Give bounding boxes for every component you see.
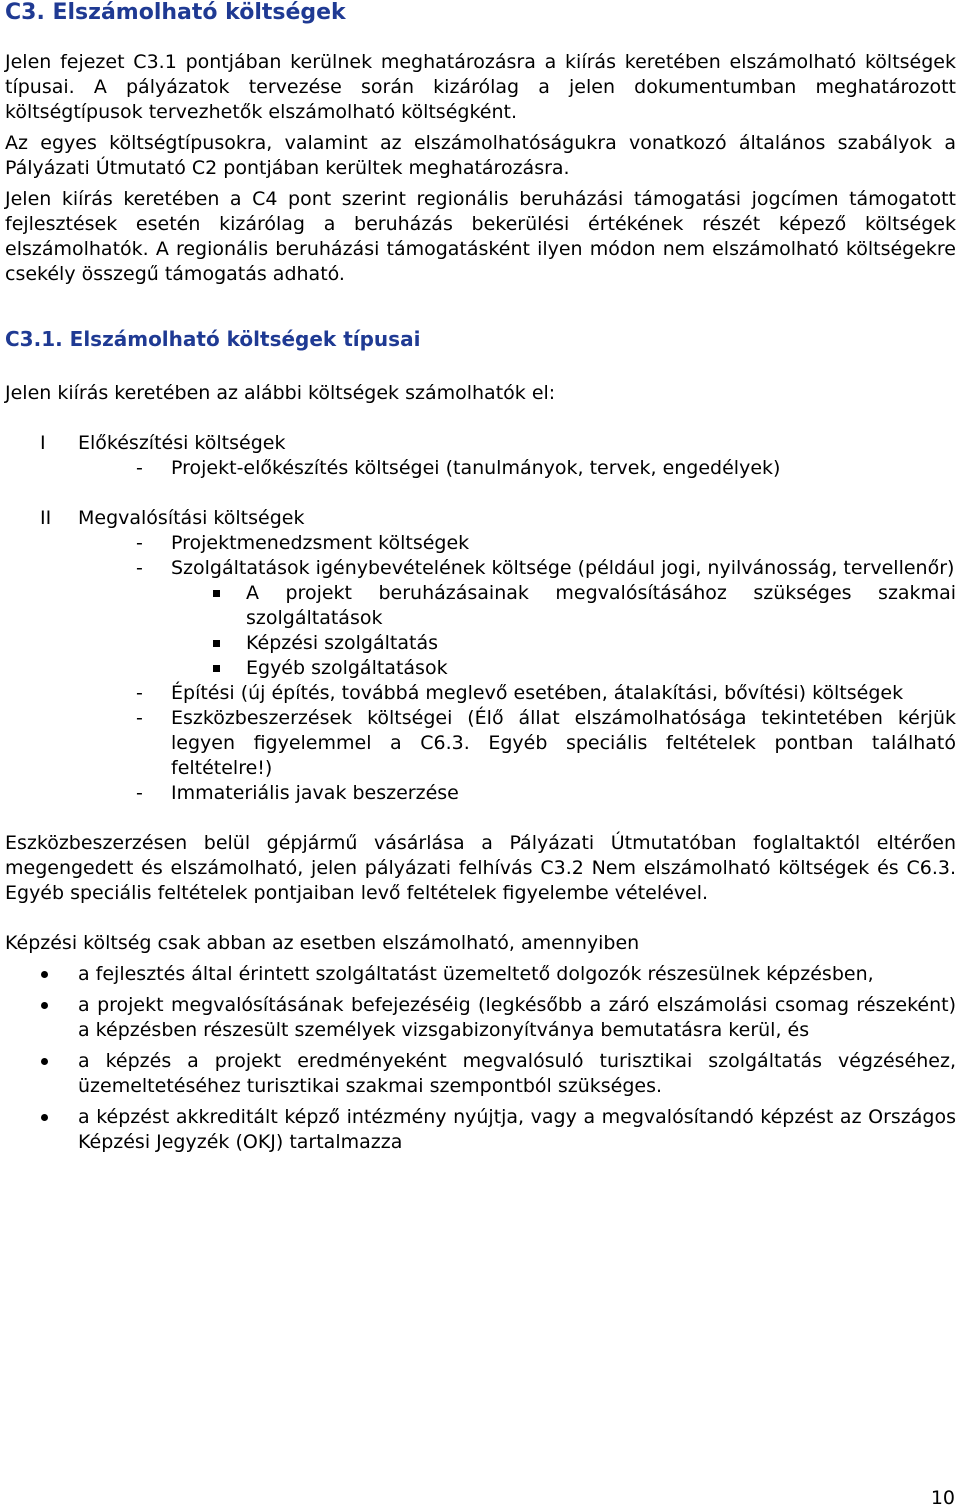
intro-paragraph-2: Az egyes költségtípusokra, valamint az elszámolhatóságukra vonatkozó általános szabályok a Pályázati Útmutató C2 pontjában kerültek meghatározásra. <box>5 132 956 179</box>
sub-list-item <box>5 581 956 631</box>
subsection-heading-c3-1: C3.1. Elszámolható költségek típusai <box>5 327 421 351</box>
training-lead: Képzési költség csak abban az esetben elszámolható, amennyiben <box>5 932 640 954</box>
sub-list-item <box>5 631 956 656</box>
list-item <box>5 456 956 481</box>
section-heading-c3: C3. Elszámolható költségek <box>5 0 346 25</box>
list-item-text: Eszközbeszerzések költségei (Élő állat elszámolhatósága tekintetében kérjük legyen figyelemmel a C6.3. Egyéb speciális feltételek pontban található feltételre!) <box>171 707 956 779</box>
list-item-text: Projektmenedzsment költségek <box>171 532 470 554</box>
intro-paragraph-3: Jelen kiírás keretében a C4 pont szerint regionális beruházási támogatási jogcímen támogatott fejlesztések esetén kizárólag a beruházás bekerülési értékének részét képező költségek elszámolhatók. A regionális beruházási támogatásként ilyen módon nem elszámolható költségekre csekély összegű támogatás adható. <box>5 188 956 285</box>
roman-numeral: II <box>40 507 52 529</box>
sub-list-item <box>5 656 956 681</box>
training-bullet-text: a képzés a projekt eredményeként megvalósuló turisztikai szolgáltatás végzéséhez, üzemeltetéséhez turisztikai szakmai szempontból szükséges. <box>78 1050 956 1097</box>
training-bullet-text: a projekt megvalósításának befejezéséig (legkésőbb a záró elszámolási csomag részeként) a képzésben részesült személyek vizsgabizonyítványa bemutatásra kerül, és <box>78 994 956 1041</box>
square-bullet-icon <box>213 590 220 597</box>
cost-group-implementation <box>5 506 956 531</box>
list-item-text: Építési (új építés, továbbá meglevő esetében, átalakítási, bővítési) költségek <box>171 682 904 704</box>
training-bullet <box>5 1049 956 1099</box>
intro-paragraph-1: Jelen fejezet C3.1 pontjában kerülnek meghatározásra a kiírás keretében elszámolható költségek típusai. A pályázatok tervezése során kizárólag a jelen dokumentumban meghatározott költségtípusok tervezhetők elszámolható költségként. <box>5 51 956 123</box>
document-page <box>5 0 956 1155</box>
round-bullet-icon <box>41 1058 48 1065</box>
list-item <box>5 706 956 781</box>
list-item-text: Immateriális javak beszerzése <box>171 782 459 804</box>
sub-list-item-text: Egyéb szolgáltatások <box>246 657 448 679</box>
round-bullet-icon <box>41 971 48 978</box>
cost-group-preparation <box>5 431 956 456</box>
training-bullet <box>5 962 956 987</box>
list-item <box>5 556 956 581</box>
sub-list-item-text: A projekt beruházásainak megvalósításához szükséges szakmai szolgáltatások <box>246 582 956 629</box>
list-item-text: Szolgáltatások igénybevételének költsége (például jogi, nyilvánosság, tervellenőr) <box>171 557 955 579</box>
page-number: 10 <box>930 1487 955 1509</box>
square-bullet-icon <box>213 640 220 647</box>
round-bullet-icon <box>41 1114 48 1121</box>
list-item <box>5 781 956 806</box>
dash-marker: - <box>136 457 143 479</box>
vehicle-paragraph: Eszközbeszerzésen belül gépjármű vásárlása a Pályázati Útmutatóban foglaltaktól eltérően megengedett és elszámolható, jelen pályázati felhívás C3.2 Nem elszámolható költségek és C6.3. Egyéb speciális feltételek pontjaiban levő feltételek figyelembe vételével. <box>5 832 956 904</box>
dash-marker: - <box>136 532 143 554</box>
list-item <box>5 681 956 706</box>
roman-numeral: I <box>40 432 46 454</box>
training-bullet <box>5 993 956 1043</box>
sub-list-item-text: Képzési szolgáltatás <box>246 632 438 654</box>
list-item-text: Projekt-előkészítés költségei (tanulmányok, tervek, engedélyek) <box>171 457 781 479</box>
cost-types-lead: Jelen kiírás keretében az alábbi költségek számolhatók el: <box>5 382 556 404</box>
cost-group-title: Megvalósítási költségek <box>78 507 305 529</box>
square-bullet-icon <box>213 665 220 672</box>
list-item <box>5 531 956 556</box>
round-bullet-icon <box>41 1002 48 1009</box>
training-bullet-text: a fejlesztés által érintett szolgáltatást üzemeltető dolgozók részesülnek képzésben, <box>78 963 874 985</box>
dash-marker: - <box>136 782 143 804</box>
dash-marker: - <box>136 682 143 704</box>
dash-marker: - <box>136 707 143 729</box>
dash-marker: - <box>136 557 143 579</box>
cost-group-title: Előkészítési költségek <box>78 432 286 454</box>
training-bullet-text: a képzést akkreditált képző intézmény nyújtja, vagy a megvalósítandó képzést az Országos Képzési Jegyzék (OKJ) tartalmazza <box>78 1106 956 1153</box>
training-bullet <box>5 1105 956 1155</box>
